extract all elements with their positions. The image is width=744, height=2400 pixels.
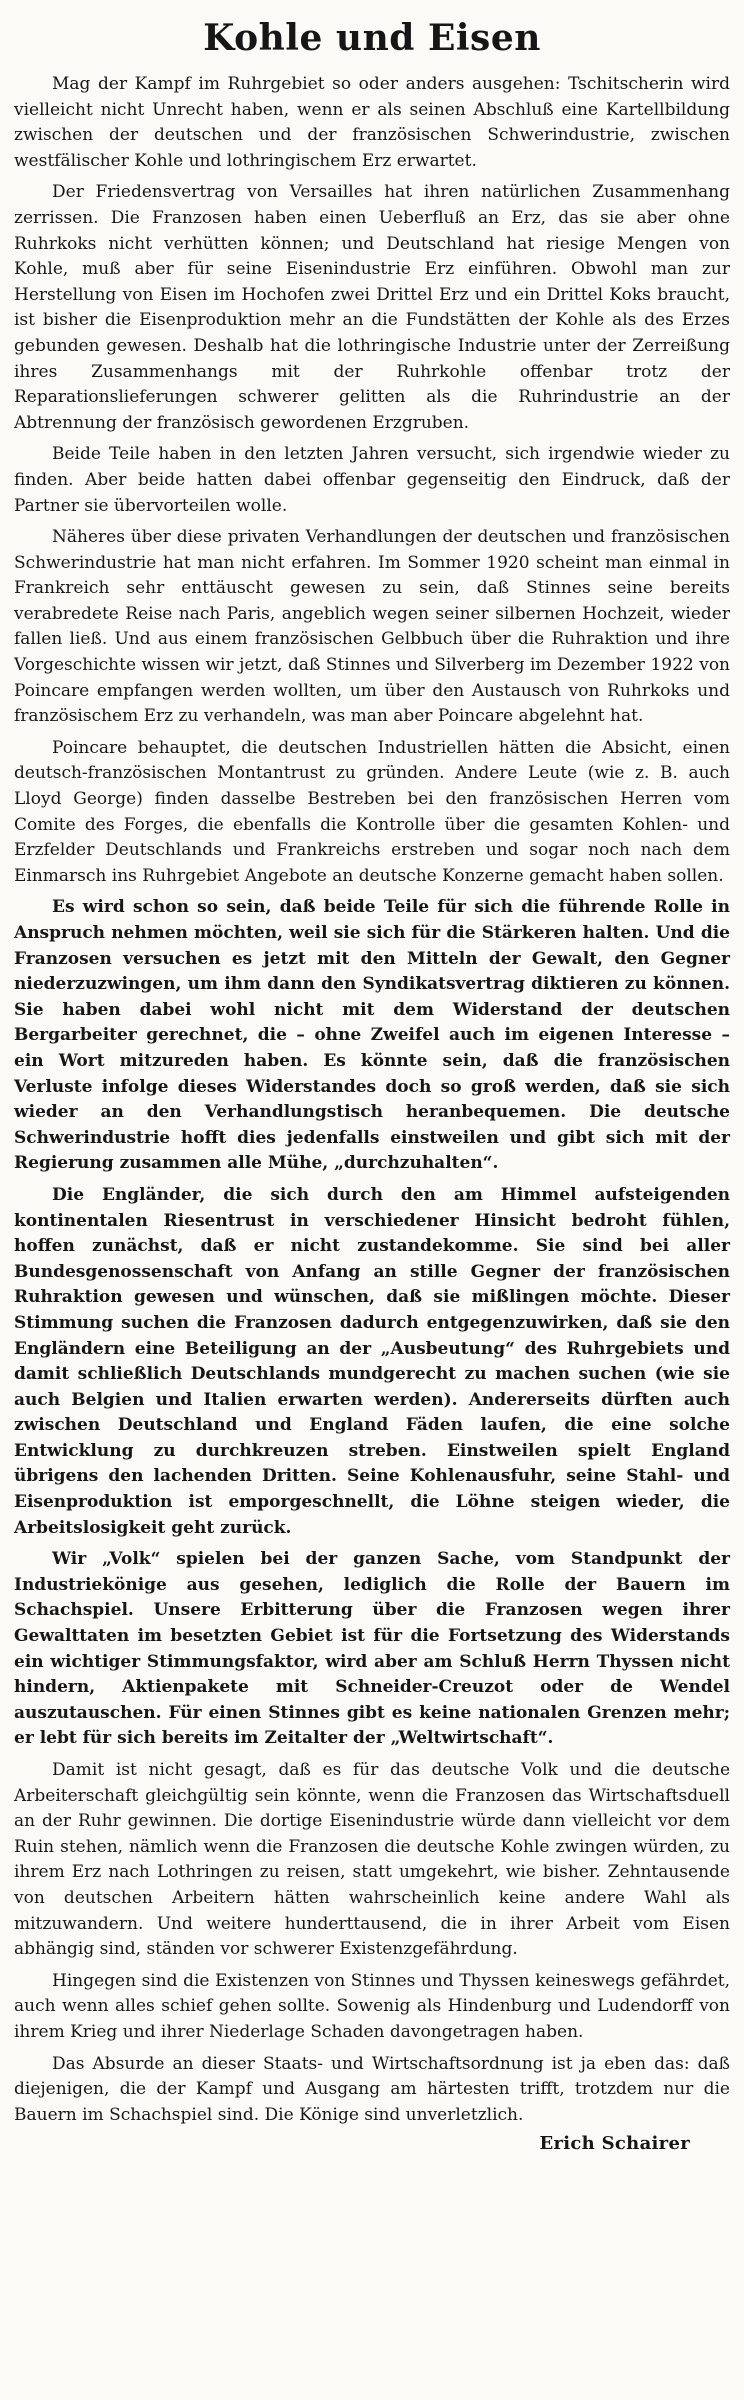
- paragraph: Poincare behauptet, die deutschen Industriellen hätten die Absicht, einen deutsch-französischen Montantrust zu gründen. Andere Leute (wie z. B. auch Lloyd George) finden dasselbe Bestreben bei den französischen Herren vom Comite des Forges, die ebenfalls die Kontrolle über die gesamten Kohlen- und Erzfelder Deutschlands und Frankreichs erstreben und sogar noch nach dem Einmarsch ins Ruhrgebiet Angebote an deutsche Konzerne gemacht haben sollen.: [14, 737, 730, 886]
- paragraph: Hingegen sind die Existenzen von Stinnes und Thyssen keineswegs gefährdet, auch wenn alles schief gehen sollte. Sowenig als Hindenburg und Ludendorff von ihrem Krieg und ihrer Niederlage Schaden davongetragen haben.: [14, 1970, 730, 2042]
- paragraph: Die Engländer, die sich durch den am Himmel aufsteigenden kontinentalen Riesentrust in verschiedener Hinsicht bedroht fühlen, hoffen zunächst, daß er nicht zustandekomme. Sie sind bei aller Bundesgenossenschaft von Anfang an stille Gegner der französischen Ruhraktion gewesen und wünschen, daß sie mißlingen möchte. Dieser Stimmung suchen die Franzosen dadurch entgegenzuwirken, daß sie den Engländern eine Beteiligung an der „Ausbeutung“ des Ruhrgebiets und damit schließlich Deutschlands mundgerecht zu machen suchen (wie sie auch Belgien und Italien erwarten werden). Andererseits dürften auch zwischen Deutschland und England Fäden laufen, die eine solche Entwicklung zu durchkreuzen streben. Einstweilen spielt England übrigens den lachenden Dritten. Seine Kohlenausfuhr, seine Stahl- und Eisenproduktion ist emporgeschnellt, die Löhne steigen wieder, die Arbeitslosigkeit geht zurück.: [14, 1184, 730, 1538]
- paragraph: Wir „Volk“ spielen bei der ganzen Sache, vom Standpunkt der Industriekönige aus gesehen, lediglich die Rolle der Bauern im Schachspiel. Unsere Erbitterung über die Franzosen wegen ihrer Gewalttaten im besetzten Gebiet ist für die Fortsetzung des Widerstands ein wichtiger Stimmungsfaktor, wird aber am Schluß Herrn Thyssen nicht hindern, Aktienpakete mit Schneider-Creuzot oder de Wendel auszutauschen. Für einen Stinnes gibt es keine nationalen Grenzen mehr; er lebt für sich bereits im Zeitalter der „Weltwirtschaft“.: [14, 1549, 730, 1749]
- article-title: Kohle und Eisen: [203, 17, 541, 59]
- article-body: [14, 72, 730, 2128]
- paragraph: Mag der Kampf im Ruhrgebiet so oder anders ausgehen: Tschitscherin wird vielleicht nicht Unrecht haben, wenn er als seinen Abschluß eine Kartellbildung zwischen der deutschen und der französischen Schwerindustrie, zwischen westfälischer Kohle und lothringischem Erz erwartet.: [14, 74, 730, 171]
- author-signature: Erich Schairer: [539, 2133, 690, 2155]
- paragraph: Das Absurde an dieser Staats- und Wirtschaftsordnung ist ja eben das: daß diejenigen, die der Kampf und Ausgang am härtesten trifft, trotzdem nur die Bauern im Schachspiel sind. Die Könige sind unverletzlich.: [14, 2053, 730, 2125]
- paragraph: Der Friedensvertrag von Versailles hat ihren natürlichen Zusammenhang zerrissen. Die Franzosen haben einen Ueberfluß an Erz, das sie aber ohne Ruhrkoks nicht verhütten können; und Deutschland hat riesige Mengen von Kohle, muß aber für seine Eisenindustrie Erz einführen. Obwohl man zur Herstellung von Eisen im Hochofen zwei Drittel Erz und ein Drittel Koks braucht, ist bisher die Eisenproduktion mehr an die Fundstätten der Kohle als des Erzes gebunden gewesen. Deshalb hat die lothringische Industrie unter der Zerreißung ihres Zusammenhangs mit der Ruhrkohle offenbar trotz der Reparationslieferungen schwerer gelitten als die Ruhrindustrie an der Abtrennung der französisch gewordenen Erzgruben.: [14, 182, 730, 433]
- paragraph: Beide Teile haben in den letzten Jahren versucht, sich irgendwie wieder zu finden. Aber beide hatten dabei offenbar gegenseitig den Eindruck, daß der Partner sie übervorteilen wolle.: [14, 444, 730, 516]
- paragraph: Es wird schon so sein, daß beide Teile für sich die führende Rolle in Anspruch nehmen möchten, weil sie sich für die Stärkeren halten. Und die Franzosen versuchen es jetzt mit den Mitteln der Gewalt, den Gegner niederzuzwingen, um ihm dann den Syndikatsvertrag diktieren zu können. Sie haben dabei wohl nicht mit dem Widerstand der deutschen Bergarbeiter gerechnet, die – ohne Zweifel auch im eigenen Interesse – ein Wort mitzureden haben. Es könnte sein, daß die französischen Verluste infolge dieses Widerstandes doch so groß werden, daß sie sich wieder an den Verhandlungstisch heranbequemen. Die deutsche Schwerindustrie hofft dies jedenfalls einstweilen und gibt sich mit der Regierung zusammen alle Mühe, „durchzuhalten“.: [14, 897, 730, 1174]
- paragraph: Näheres über diese privaten Verhandlungen der deutschen und französischen Schwerindustrie hat man nicht erfahren. Im Sommer 1920 scheint man einmal in Frankreich sehr enttäuscht gewesen zu sein, daß Stinnes seine bereits verabredete Reise nach Paris, angeblich wegen seiner silbernen Hochzeit, wieder fallen ließ. Und aus einem französischen Gelbbuch über die Ruhraktion und ihre Vorgeschichte wissen wir jetzt, daß Stinnes und Silverberg im Dezember 1922 von Poincare empfangen werden wollten, um über den Austausch von Ruhrkoks und französischem Erz zu verhandeln, was man aber Poincare abgelehnt hat.: [14, 527, 730, 727]
- paragraph: Damit ist nicht gesagt, daß es für das deutsche Volk und die deutsche Arbeiterschaft gleichgültig sein könnte, wenn die Franzosen das Wirtschaftsduell an der Ruhr gewinnen. Die dortige Eisenindustrie würde dann vielleicht vor dem Ruin stehen, nämlich wenn die Franzosen die deutsche Kohle zwingen würden, zu ihrem Erz nach Lothringen zu reisen, statt umgekehrt, wie bisher. Zehntausende von deutschen Arbeitern hätten wahrscheinlich keine andere Wahl als mitzuwandern. Und weitere hunderttausend, die in ihrer Arbeit vom Eisen abhängig sind, ständen vor schwerer Existenzgefährdung.: [14, 1760, 730, 1960]
